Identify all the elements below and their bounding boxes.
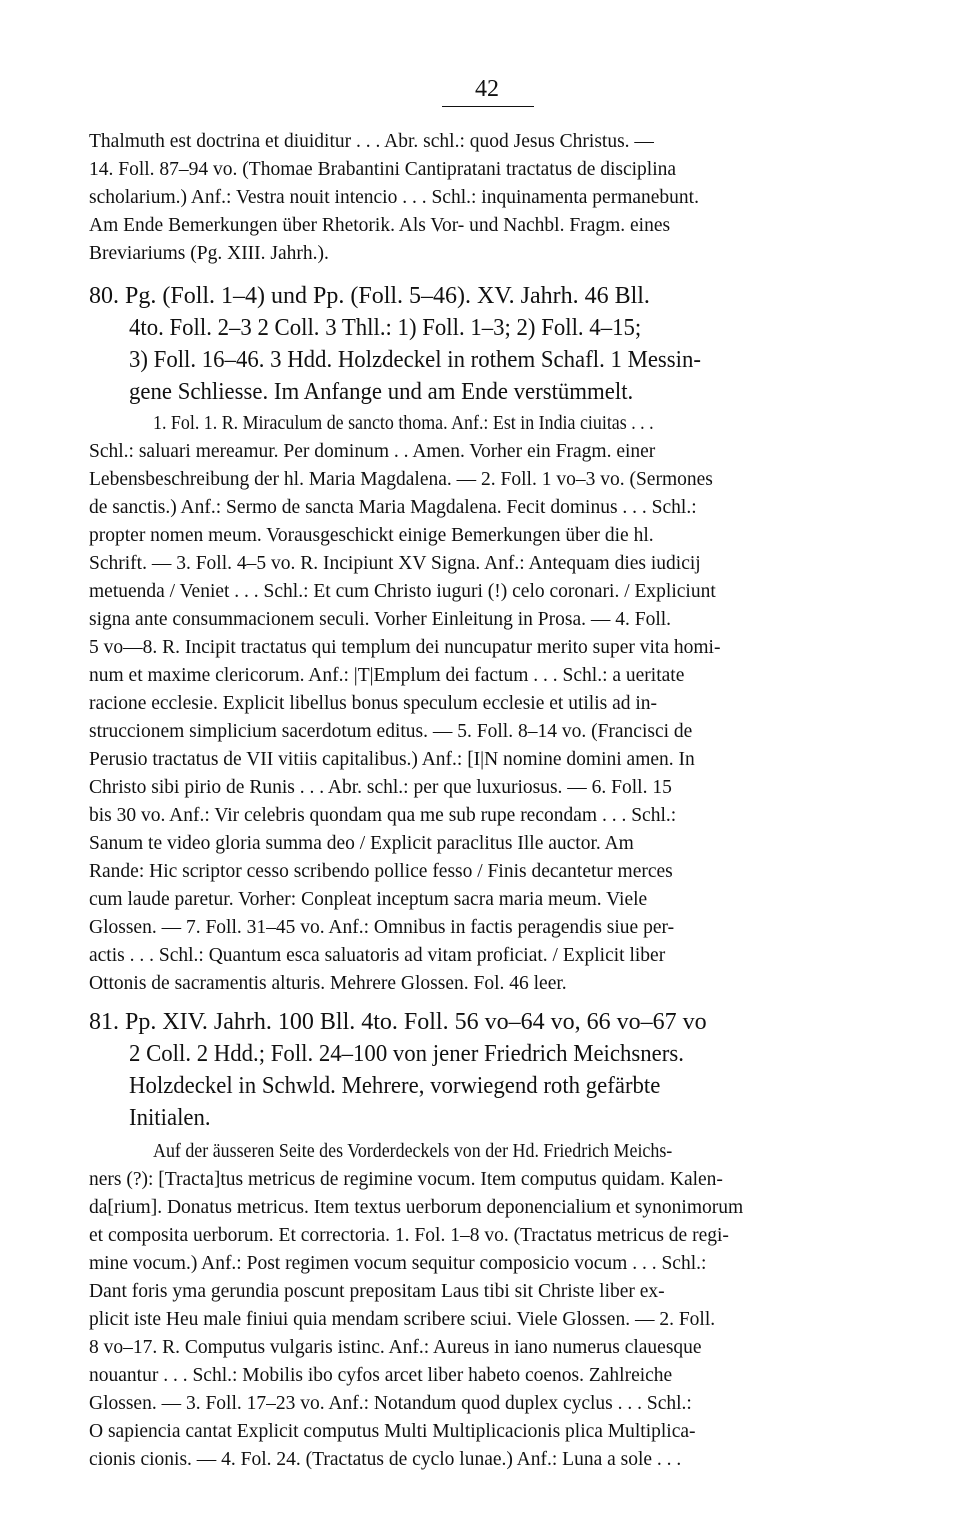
text-line: 3) Foll. 16–46. 3 Hdd. Holzdeckel in rothem Schafl. 1 Messin- <box>129 347 701 373</box>
text-line: cionis cionis. — 4. Fol. 24. (Tractatus de cyclo lunae.) Anf.: Luna a sole . . . <box>89 1449 682 1470</box>
text-line: 4to. Foll. 2–3 2 Coll. 3 Thll.: 1) Foll. 1–3; 2) Foll. 4–15; <box>129 315 642 341</box>
text-line: scholarium.) Anf.: Vestra nouit intencio . . . Schl.: inquinamenta permanebunt. <box>89 187 699 208</box>
text-line: Am Ende Bemerkungen über Rhetorik. Als Vor- und Nachbl. Fragm. eines <box>89 215 671 236</box>
text-line: Thalmuth est doctrina et diuiditur . . . Abr. schl.: quod Jesus Christus. — <box>89 131 654 152</box>
text-line: cum laude paretur. Vorher: Conpleat inceptum sacra maria meum. Viele <box>89 889 648 910</box>
text-line: Schrift. — 3. Foll. 4–5 vo. R. Incipiunt XV Signa. Anf.: Antequam dies iudicij <box>89 553 701 574</box>
text-line: Glossen. — 7. Foll. 31–45 vo. Anf.: Omnibus in factis peragendis siue per- <box>89 917 675 938</box>
text-line: 1. Fol. 1. R. Miraculum de sancto thoma. Anf.: Est in India ciuitas . . . <box>153 413 654 434</box>
text-line: gene Schliesse. Im Anfange und am Ende verstümmelt. <box>129 379 634 405</box>
text-line: bis 30 vo. Anf.: Vir celebris quondam qua me sub rupe recondam . . . Schl.: <box>89 805 677 826</box>
text-line: plicit iste Heu male finiui quia mendam scribere sciui. Viele Glossen. — 2. Foll. <box>89 1309 716 1330</box>
page-number: 42 <box>475 76 499 102</box>
text-line: 5 vo—8. R. Incipit tractatus qui templum dei nuncupatur merito super vita homi- <box>89 637 721 658</box>
text-line: Schl.: saluari mereamur. Per dominum . . Amen. Vorher ein Fragm. einer <box>89 441 656 462</box>
text-line: signa ante consummacionem seculi. Vorher Einleitung in Prosa. — 4. Foll. <box>89 609 672 630</box>
text-line: Lebensbeschreibung der hl. Maria Magdalena. — 2. Foll. 1 vo–3 vo. (Sermones <box>89 469 713 490</box>
text-line: ners (?): [Tracta]tus metricus de regimine vocum. Item computus quidam. Kalen- <box>89 1169 723 1190</box>
text-line: Ottonis de sacramentis alturis. Mehrere Glossen. Fol. 46 leer. <box>89 973 567 994</box>
text-line: Christo sibi pirio de Runis . . . Abr. schl.: per que luxuriosus. — 6. Foll. 15 <box>89 777 672 798</box>
text-line: Auf der äusseren Seite des Vorderdeckels von der Hd. Friedrich Meichs- <box>153 1141 673 1162</box>
text-line: mine vocum.) Anf.: Post regimen vocum sequitur composicio vocum . . . Schl.: <box>89 1253 707 1274</box>
text-line: 80. Pg. (Foll. 1–4) und Pp. (Foll. 5–46). XV. Jahrh. 46 Bll. <box>89 283 650 309</box>
text-line: Rande: Hic scriptor cesso scribendo pollice fesso / Finis decantetur merces <box>89 861 673 882</box>
text-line: et composita uerborum. Et correctoria. 1. Fol. 1–8 vo. (Tractatus metricus de regi- <box>89 1225 729 1246</box>
text-line: metuenda / Veniet . . . Schl.: Et cum Christo iuguri (!) celo coronari. / Expliciunt <box>89 581 716 602</box>
text-line: 2 Coll. 2 Hdd.; Foll. 24–100 von jener Friedrich Meichsners. <box>129 1041 684 1067</box>
text-line: Holzdeckel in Schwld. Mehrere, vorwiegend roth gefärbte <box>129 1073 661 1099</box>
text-line: da[rium]. Donatus metricus. Item textus uerborum deponencialium et synonimorum <box>89 1197 744 1218</box>
text-line: de sanctis.) Anf.: Sermo de sancta Maria Magdalena. Fecit dominus . . . Schl.: <box>89 497 697 518</box>
text-line: Breviariums (Pg. XIII. Jahrh.). <box>89 243 329 264</box>
text-line: 14. Foll. 87–94 vo. (Thomae Brabantini Cantipratani tractatus de disciplina <box>89 159 677 180</box>
text-line: struccionem simplicium sacerdotum editus. — 5. Foll. 8–14 vo. (Francisci de <box>89 721 693 742</box>
text-line: Glossen. — 3. Foll. 17–23 vo. Anf.: Notandum quod duplex cyclus . . . Schl.: <box>89 1393 692 1414</box>
page-number-rule <box>442 106 534 107</box>
text-line: Sanum te video gloria summa deo / Explicit paraclitus Ille auctor. Am <box>89 833 634 854</box>
text-line: propter nomen meum. Vorausgeschickt einige Bemerkungen über die hl. <box>89 525 654 546</box>
text-line: O sapiencia cantat Explicit computus Multi Multiplicacionis plica Multiplica- <box>89 1421 696 1442</box>
text-line: Dant foris yma gerundia poscunt prepositam Laus tibi sit Christe liber ex- <box>89 1281 665 1302</box>
text-line: 8 vo–17. R. Computus vulgaris istinc. Anf.: Aureus in iano numerus clauesque <box>89 1337 702 1358</box>
text-line: actis . . . Schl.: Quantum esca saluatoris ad vitam proficiat. / Explicit liber <box>89 945 666 966</box>
text-line: nouantur . . . Schl.: Mobilis ibo cyfos arcet liber habeto coenos. Zahlreiche <box>89 1365 673 1386</box>
text-line: num et maxime clericorum. Anf.: |T|Emplum dei factum . . . Schl.: a ueritate <box>89 665 685 686</box>
text-line: 81. Pp. XIV. Jahrh. 100 Bll. 4to. Foll. 56 vo–64 vo, 66 vo–67 vo <box>89 1009 707 1035</box>
text-line: Perusio tractatus de VII vitiis capitalibus.) Anf.: [I|N nomine domini amen. In <box>89 749 695 770</box>
text-line: Initialen. <box>129 1105 211 1131</box>
text-line: racione ecclesie. Explicit libellus bonus speculum ecclesie et utilis ad in- <box>89 693 658 714</box>
